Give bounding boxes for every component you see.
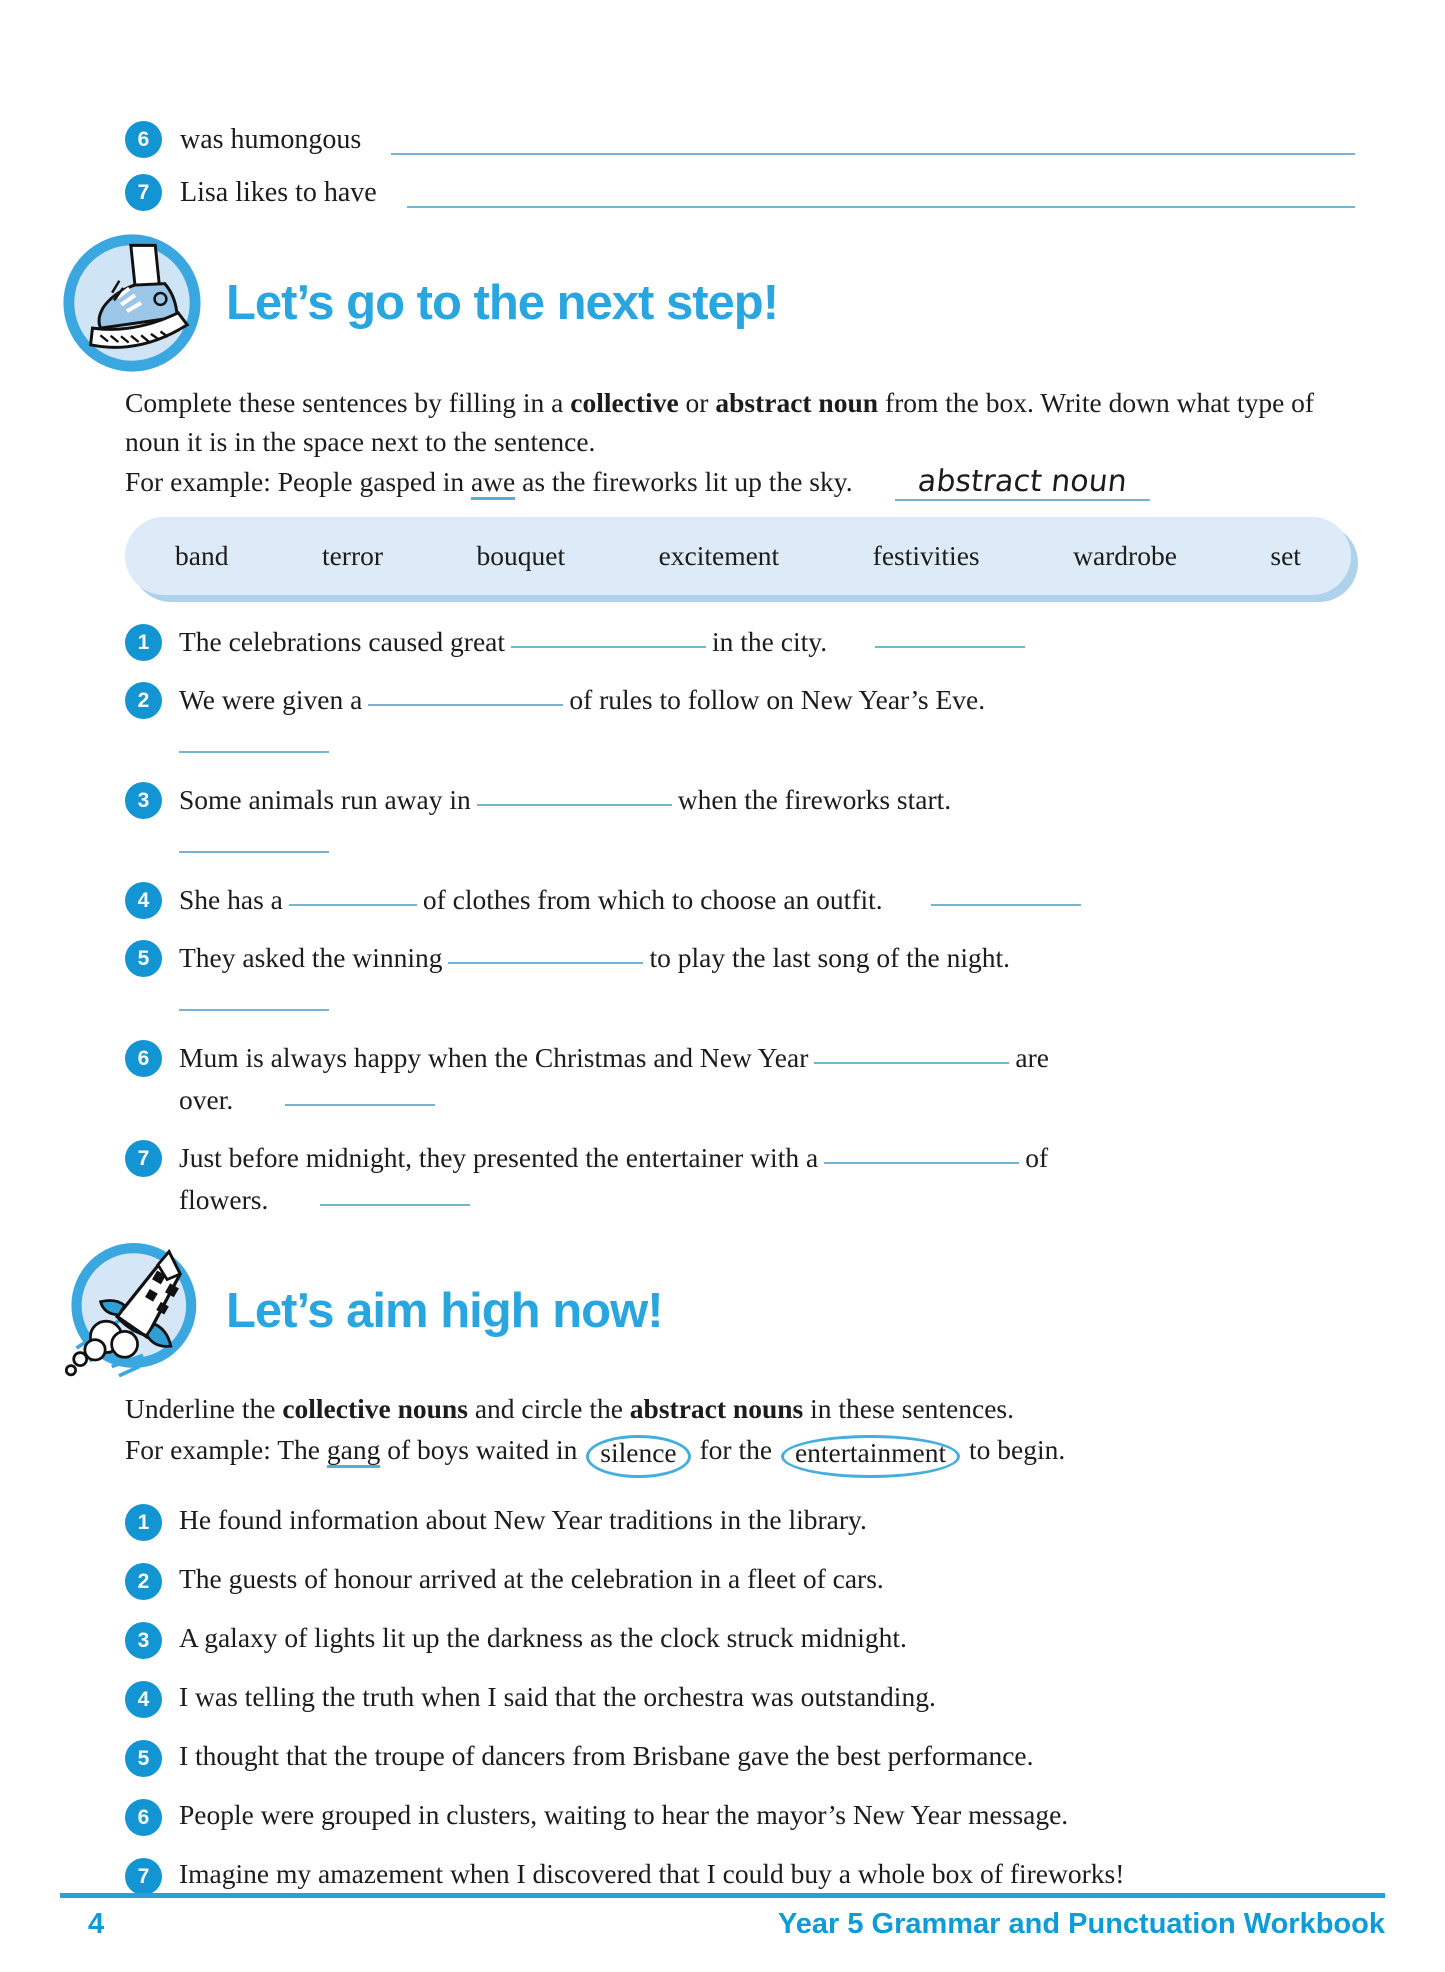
bold-term: collective nouns	[282, 1393, 468, 1424]
sentence-text: of clothes from which to choose an outfit.	[422, 884, 883, 915]
item-number-badge: 5	[125, 1740, 162, 1777]
item-number-badge: 5	[125, 940, 162, 977]
sentence-text: when the fireworks start.	[677, 784, 952, 815]
top-item-text: Lisa likes to have	[180, 177, 377, 208]
section1-instructions	[125, 383, 1355, 461]
section1-exercise	[125, 621, 1355, 1221]
sentence-text: of rules to follow on New Year’s Eve.	[569, 684, 986, 715]
item-number-badge: 2	[125, 682, 162, 719]
item-number-badge: 3	[125, 1622, 162, 1659]
item-number-badge: 3	[125, 782, 162, 819]
exercise1-item-4	[125, 879, 1355, 921]
sentence-text: in the city.	[712, 626, 828, 657]
instruction-text: in these sentences.	[803, 1393, 1014, 1424]
top-item-6	[125, 118, 1355, 162]
item-number-badge: 6	[125, 121, 162, 158]
answer-blank[interactable]	[368, 704, 563, 706]
exercise2-item-5	[125, 1737, 1355, 1777]
example-text: For example: The	[125, 1434, 327, 1465]
sentence-text: Imagine my amazement when I discovered that I could buy a whole box of fireworks!	[179, 1858, 1125, 1889]
instruction-text: Complete these sentences by filling in a	[125, 387, 571, 418]
item-number-badge: 2	[125, 1563, 162, 1600]
answer-blank[interactable]	[477, 804, 672, 806]
sentence-text: We were given a	[179, 684, 363, 715]
shoe-icon	[58, 229, 206, 377]
footer-rule	[60, 1893, 1385, 1898]
sentence-text: of	[1025, 1142, 1049, 1173]
instruction-text: from the box. Write down what type of noun it is in the space next to the sentence.	[125, 387, 1315, 457]
sentence-text: I was telling the truth when I said that the orchestra was outstanding.	[179, 1681, 936, 1712]
rocket-icon	[58, 1237, 206, 1385]
section2-exercise	[125, 1501, 1355, 1895]
noun-type-blank[interactable]	[179, 825, 329, 853]
answer-blank[interactable]	[814, 1062, 1009, 1064]
word-box	[125, 517, 1351, 595]
top-item-text: was humongous	[180, 124, 362, 155]
word-box-word: band	[175, 540, 229, 571]
noun-type-blank[interactable]	[179, 983, 329, 1011]
noun-type-blank[interactable]	[875, 646, 1025, 648]
exercise1-item-5	[125, 937, 1355, 1021]
instruction-text: Underline the	[125, 1393, 283, 1424]
circled-word: entertainment	[781, 1435, 960, 1478]
item-number-badge: 1	[125, 1504, 162, 1541]
exercise2-item-7	[125, 1855, 1355, 1895]
exercise2-item-3	[125, 1619, 1355, 1659]
item-number-badge: 7	[125, 1140, 162, 1177]
item-number-badge: 1	[125, 624, 162, 661]
answer-blank[interactable]	[391, 118, 1355, 155]
handwritten-answer: abstract noun	[915, 464, 1129, 499]
exercise1-item-1	[125, 621, 1355, 663]
section2-instructions	[125, 1389, 1355, 1428]
noun-type-blank[interactable]	[931, 904, 1081, 906]
example-text: to begin.	[962, 1434, 1066, 1465]
section-title: Let’s aim high now!	[226, 1284, 663, 1338]
section1-example	[125, 462, 1355, 501]
instruction-text: or	[678, 387, 716, 418]
sentence-text: Some animals run away in	[179, 784, 471, 815]
word-box-word: excitement	[658, 540, 780, 571]
sentence-text: to play the last song of the night.	[649, 942, 1010, 973]
item-number-badge: 4	[125, 1681, 162, 1718]
sentence-text: They asked the winning	[179, 942, 443, 973]
sentence-text: People were grouped in clusters, waiting to hear the mayor’s New Year message.	[179, 1799, 1069, 1830]
example-answer-blank	[895, 466, 1150, 501]
word-box-word: set	[1270, 540, 1301, 571]
answer-blank[interactable]	[289, 904, 417, 906]
example-text: for the	[692, 1434, 779, 1465]
sentence-text: Mum is always happy when the Christmas and New Year	[179, 1042, 809, 1073]
exercise1-item-7	[125, 1137, 1355, 1221]
workbook-title: Year 5 Grammar and Punctuation Workbook	[777, 1908, 1385, 1940]
page-footer	[60, 1893, 1385, 1941]
answer-blank[interactable]	[824, 1162, 1019, 1164]
sentence-text: She has a	[179, 884, 283, 915]
underlined-word: awe	[471, 466, 515, 500]
example-text: For example: People gasped in awe as the fireworks lit up the sky.	[125, 462, 853, 501]
sentence-text: over.	[179, 1084, 234, 1115]
word-box-word: wardrobe	[1073, 540, 1177, 571]
circled-word: silence	[586, 1435, 690, 1478]
top-item-7	[125, 171, 1355, 215]
section-title: Let’s go to the next step!	[226, 276, 779, 330]
item-number-badge: 7	[125, 174, 162, 211]
sentence-text: A galaxy of lights lit up the darkness as the clock struck midnight.	[179, 1622, 907, 1653]
exercise1-item-6	[125, 1037, 1355, 1121]
item-number-badge: 6	[125, 1799, 162, 1836]
answer-blank[interactable]	[407, 171, 1355, 208]
sentence-text: flowers.	[179, 1184, 269, 1215]
item-number-badge: 6	[125, 1040, 162, 1077]
item-number-badge: 4	[125, 882, 162, 919]
sentence-text: Just before midnight, they presented the entertainer with a	[179, 1142, 819, 1173]
underlined-word: gang	[327, 1434, 380, 1468]
sentence-text: He found information about New Year traditions in the library.	[179, 1504, 867, 1535]
exercise2-item-2	[125, 1560, 1355, 1600]
section-header-next-step	[58, 229, 1355, 377]
noun-type-blank[interactable]	[285, 1104, 435, 1106]
sentence-text: The guests of honour arrived at the celebration in a fleet of cars.	[179, 1563, 884, 1594]
word-box-word: terror	[321, 540, 384, 571]
example-text: of boys waited in	[380, 1434, 585, 1465]
item-number-badge: 7	[125, 1858, 162, 1895]
noun-type-blank[interactable]	[179, 725, 329, 753]
exercise1-item-2	[125, 679, 1355, 763]
section2-example	[125, 1430, 1355, 1475]
bold-term: abstract noun	[715, 387, 879, 418]
exercise2-item-4	[125, 1678, 1355, 1718]
exercise2-item-6	[125, 1796, 1355, 1836]
page-number: 4	[88, 1908, 105, 1940]
instruction-text: and circle the	[467, 1393, 630, 1424]
answer-blank[interactable]	[448, 962, 643, 964]
section-header-aim-high	[58, 1237, 1355, 1385]
word-box-word: bouquet	[476, 540, 566, 571]
answer-blank[interactable]	[511, 646, 706, 648]
sentence-text: I thought that the troupe of dancers from Brisbane gave the best performance.	[179, 1740, 1034, 1771]
exercise2-item-1	[125, 1501, 1355, 1541]
sentence-text: are	[1015, 1042, 1049, 1073]
exercise1-item-3	[125, 779, 1355, 863]
word-box-word: festivities	[872, 540, 980, 571]
noun-type-blank[interactable]	[320, 1204, 470, 1206]
sentence-text: The celebrations caused great	[179, 626, 506, 657]
bold-term: collective	[570, 387, 679, 418]
bold-term: abstract nouns	[629, 1393, 804, 1424]
